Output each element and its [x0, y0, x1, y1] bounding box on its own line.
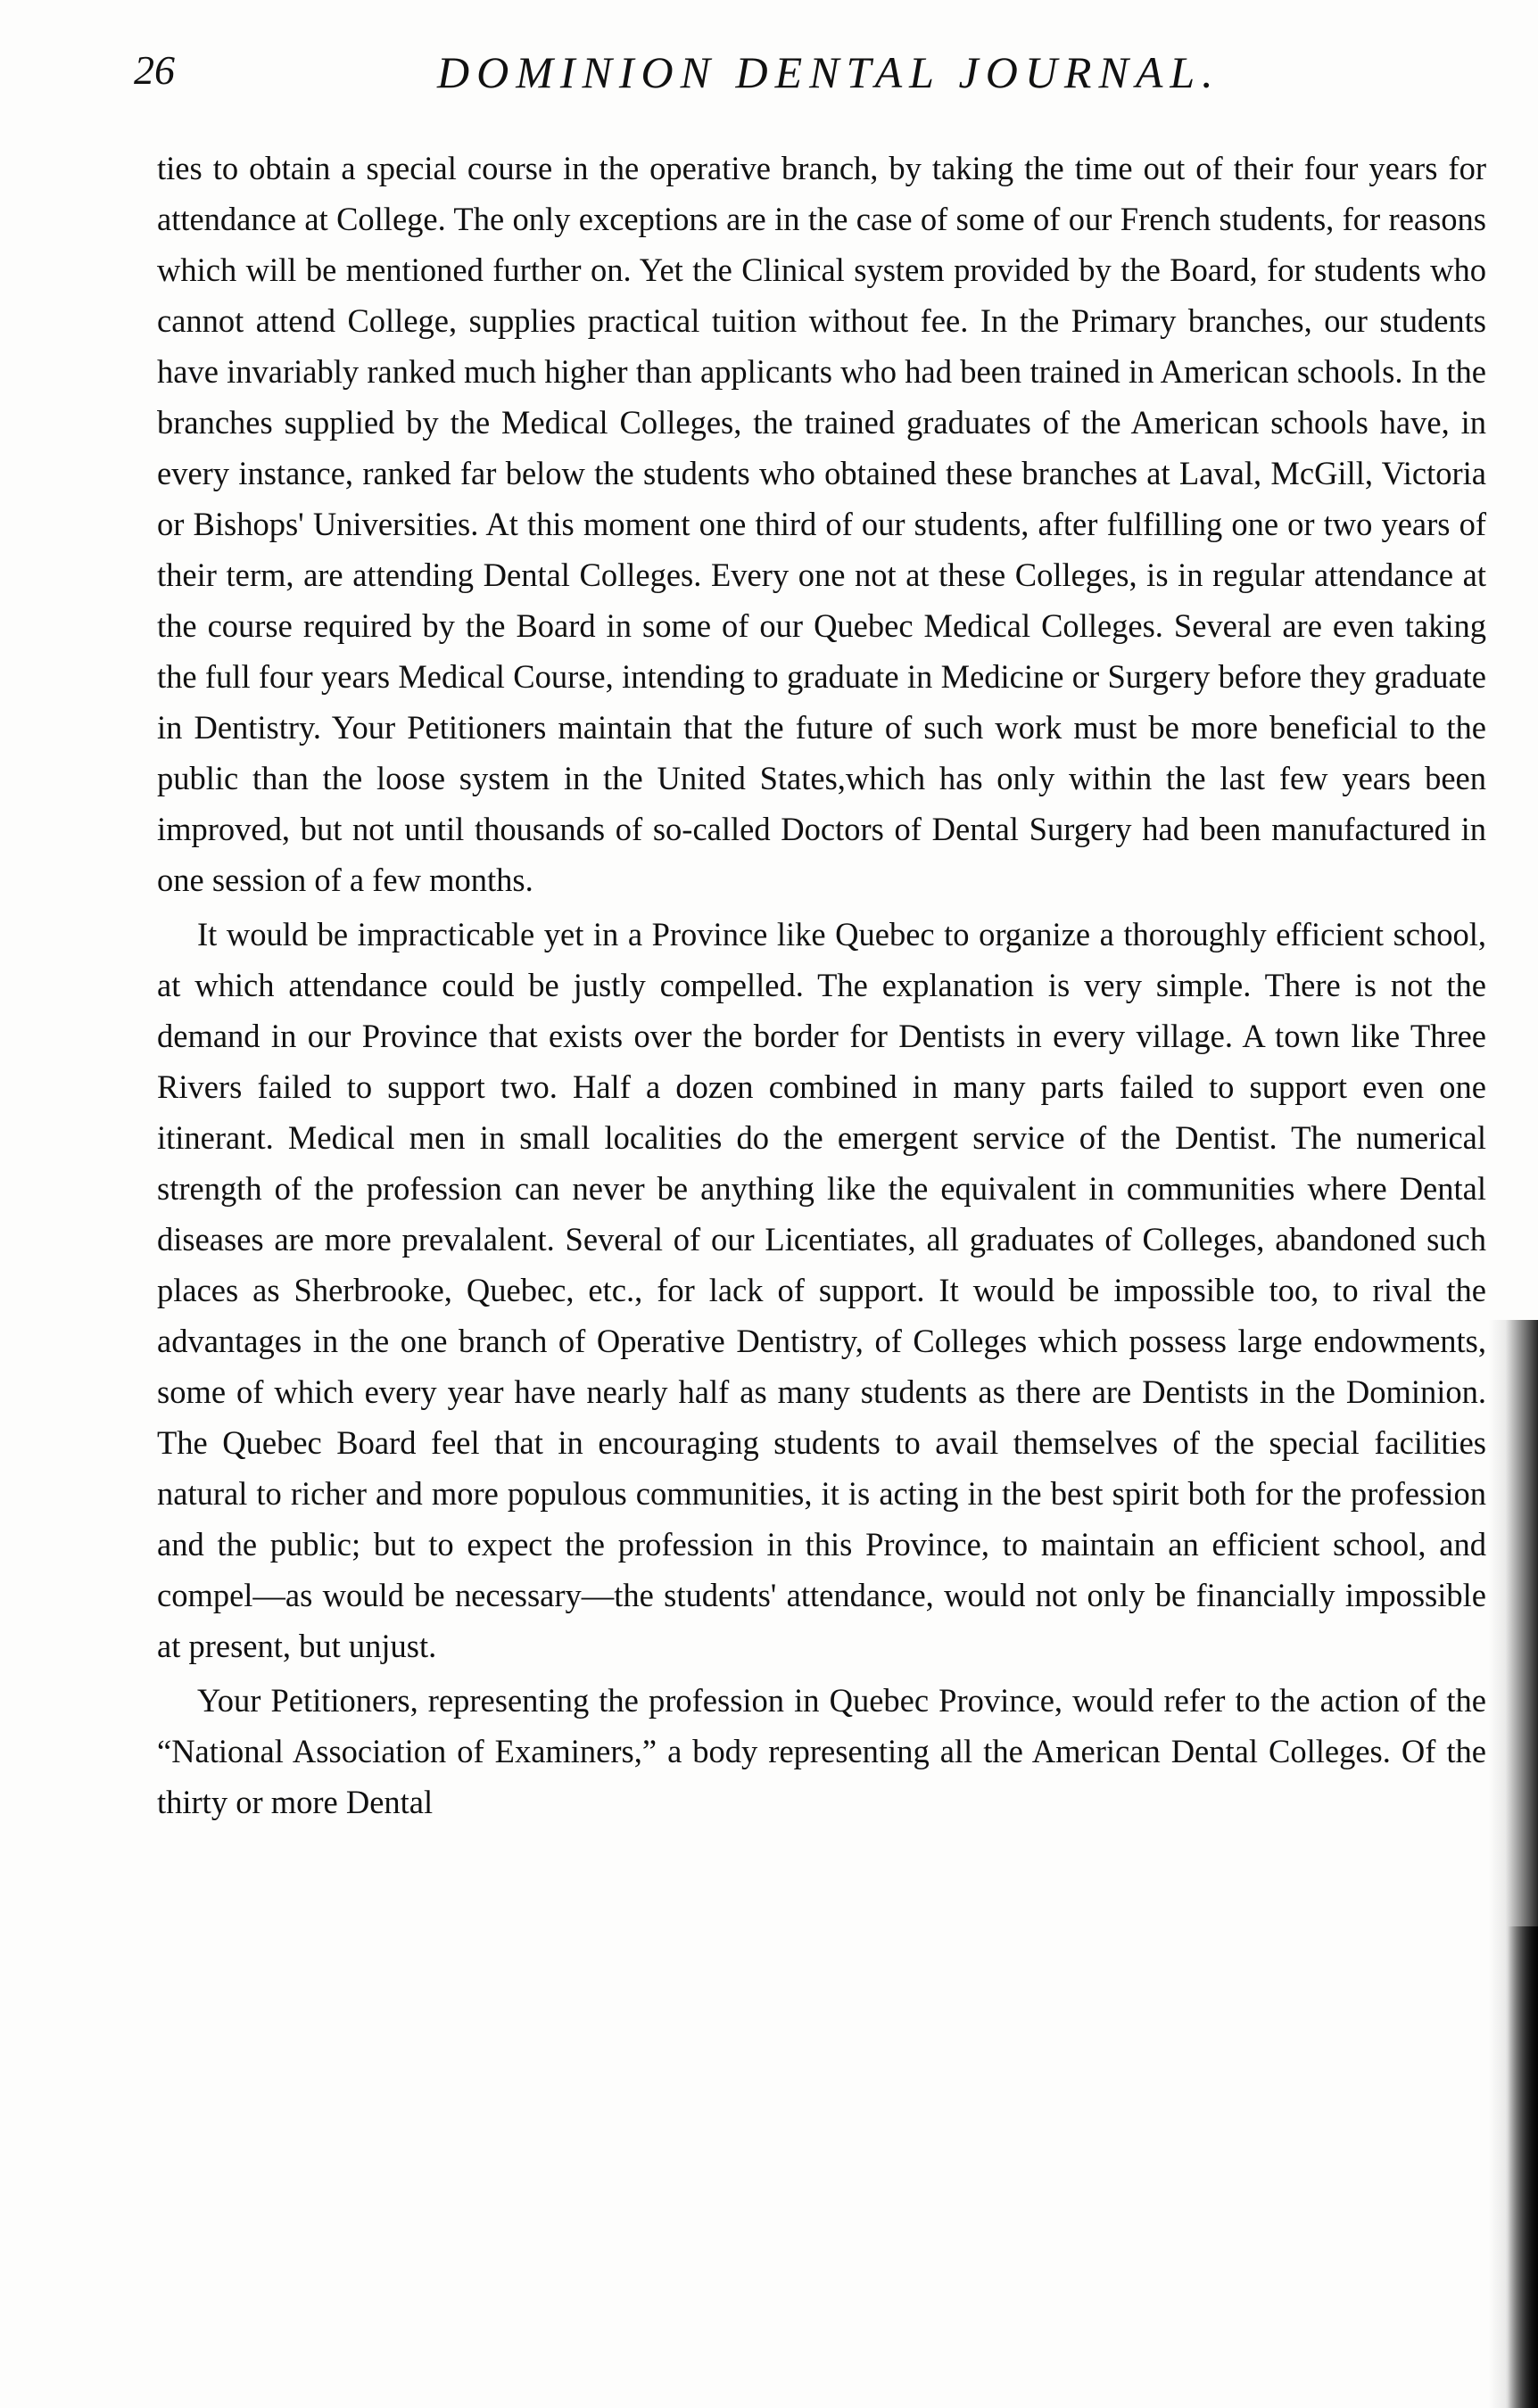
paragraph-continuation: ties to obtain a special course in the operative branch, by taking the time out of their four years for attendance at College. The only exceptions are in the case of some of our French students, for reasons which will be mentioned further on. Yet the Clinical system provided by the Board, for students who cannot attend College, supplies practical tuition without fee. In the Primary branches, our students have invariably ranked much higher than applicants who had been trained in American schools. In the branches supplied by the Medical Colleges, the trained graduates of the American schools have, in every instance, ranked far below the students who obtained these branches at Laval, McGill, Victoria or Bishops' Universities. At this moment one third of our students, after fulfilling one or two years of their term, are attending Dental Colleges. Every one not at these Colleges, is in regular attendance at the course required by the Board in some of our Quebec Medical Colleges. Several are even taking the full four years Medical Course, intending to graduate in Medicine or Surgery before they graduate in Dentistry. Your Petitioners maintain that the future of such work must be more beneficial to the public than the loose system in the United States,which has only within the last few years been improved, but not until thousands of so-called Doctors of Dental Surgery had been manufactured in one session of a few months.	[157, 150, 1486, 898]
paragraph-quebec-school: It would be impracticable yet in a Province like Quebec to organize a thoroughly efficient school, at which attendance could be justly compelled. The explanation is very simple. There is not the demand in our Province that exists over the border for Dentists in every village. A town like Three Rivers failed to support two. Half a dozen combined in many parts failed to support even one itinerant. Medical men in small localities do the emergent service of the Dentist. The numerical strength of the profession can never be anything like the equivalent in communities where Dental diseases are more prevalalent. Several of our Licentiates, all graduates of Colleges, abandoned such places as Sherbrooke, Quebec, etc., for lack of support. It would be impossible too, to rival the advantages in the one branch of Operative Dentistry, of Colleges which possess large endowments, some of which every year have nearly half as many students as there are Dentists in the Dominion. The Quebec Board feel that in encouraging students to avail themselves of the special facilities natural to richer and more populous communities, it is acting in the best spirit both for the profession and the public; but to expect the profession in this Province, to maintain an efficient school, and compel—as would be necessary—the students' attendance, would not only be financially impossible at present, but unjust.	[157, 916, 1486, 1664]
page-header	[134, 46, 1499, 100]
running-title: DOMINION DENTAL JOURNAL.	[437, 47, 1220, 97]
paragraph-petitioners: Your Petitioners, representing the profession in Quebec Province, would refer to the action of the “National Association of Examiners,” a body representing all the American Dental Colleges. Of the thirty or more Dental	[157, 1682, 1486, 1820]
page-edge-shadow-lower	[1508, 1926, 1538, 2408]
page-number: 26	[134, 47, 175, 93]
article-body	[157, 143, 1486, 1827]
